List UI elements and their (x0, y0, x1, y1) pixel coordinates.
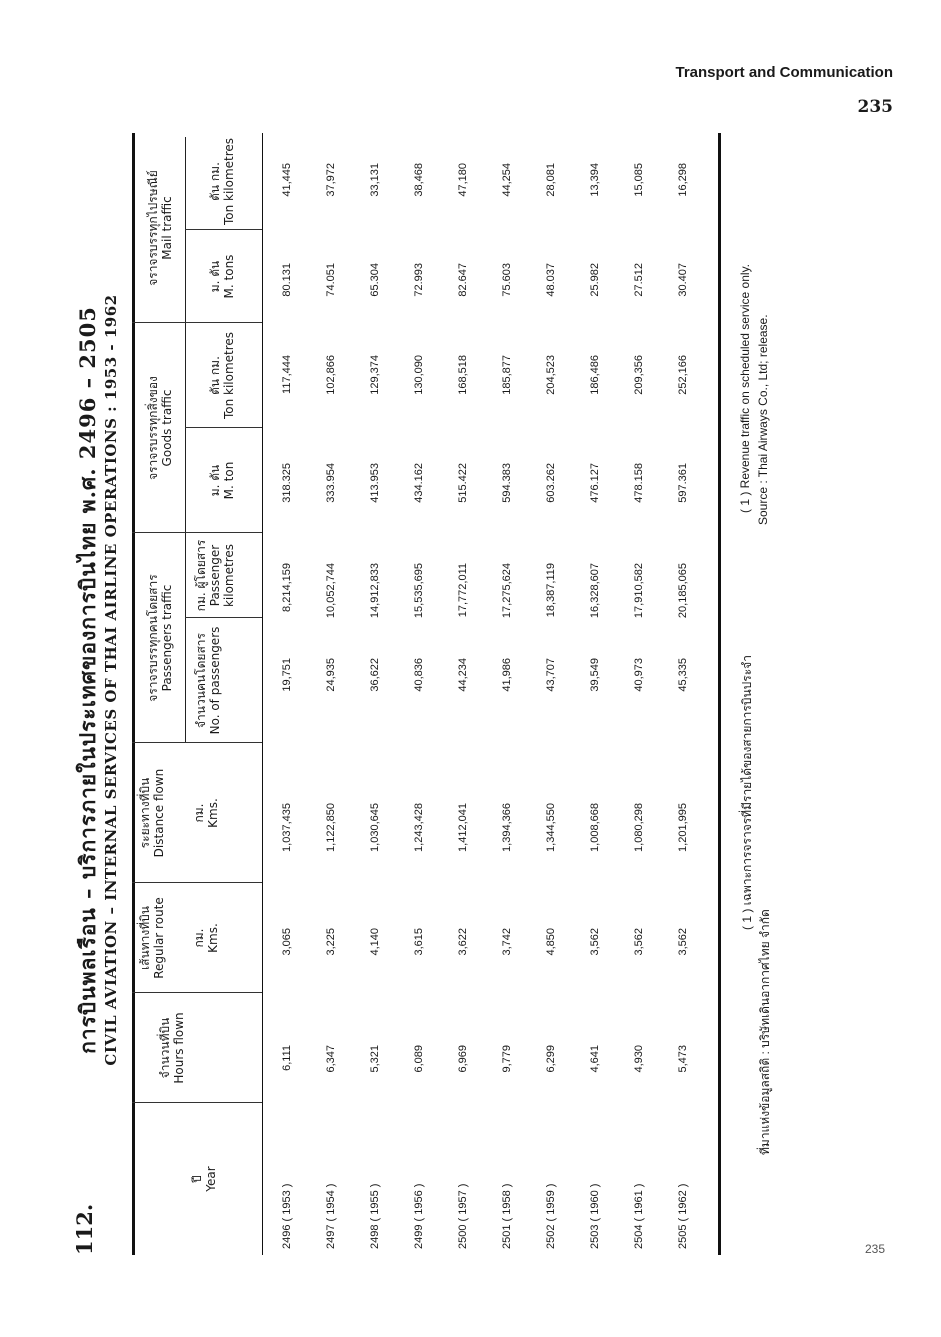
cell-route: 4,140 (369, 928, 381, 956)
table-row (490, 133, 530, 1255)
table-row (314, 133, 354, 1255)
cell-goods-ton-km: 168,518 (457, 355, 469, 395)
cell-year: 2499 ( 1956 ) (413, 1183, 425, 1249)
table-row (402, 133, 442, 1255)
source-thai: ที่มาแห่งข้อมูลสถิติ : บริษัทเดินอากาศไทย จำกัด (758, 909, 772, 1155)
table-body (270, 133, 710, 1255)
cell-passenger-km: 17,910,582 (633, 563, 645, 619)
cell-distance: 1,344,550 (545, 803, 557, 852)
cell-route: 3,562 (589, 928, 601, 956)
cell-hours: 6,089 (413, 1045, 425, 1073)
cell-distance: 1,037,435 (281, 803, 293, 852)
footnote-thai: ( 1 ) เฉพาะการจราจรที่มีรายได้ของสายการบินประจำ (740, 655, 754, 930)
header-group-rule (185, 137, 186, 743)
cell-goods-ton: 597.361 (677, 463, 689, 503)
cell-passenger-km: 16,328,607 (589, 563, 601, 619)
cell-passenger-km: 17,275,624 (501, 563, 513, 619)
cell-distance: 1,201,995 (677, 803, 689, 852)
table-title-english: CIVIL AVIATION – INTERNAL SERVICES OF THAI AIRLINE OPERATIONS : 1953 - 1962 (102, 294, 120, 1066)
cell-mail-ton-km: 38,468 (413, 163, 425, 197)
table-row (666, 133, 706, 1255)
cell-goods-ton-km: 252,166 (677, 355, 689, 395)
cell-goods-ton-km: 185,877 (501, 355, 513, 395)
header-mail: จราจรบรรทุกไปรษณีย์ Mail traffic (146, 170, 174, 286)
header-passengers: จราจรบรรทุกคนโดยสาร Passengers traffic (146, 574, 174, 702)
cell-mail-ton: 48.037 (545, 263, 557, 297)
header-mail-ton: ม. ตัน M. tons (208, 254, 236, 299)
cell-year: 2501 ( 1958 ) (501, 1183, 513, 1249)
footer-page-number: 235 (864, 1242, 885, 1256)
cell-mail-ton-km: 41,445 (281, 163, 293, 197)
cell-mail-ton-km: 15,085 (633, 163, 645, 197)
cell-passengers: 36,622 (369, 658, 381, 692)
header-goods-ton: ม. ตัน M. ton (208, 461, 236, 500)
cell-passenger-km: 20,185,065 (677, 563, 689, 619)
cell-distance: 1,030,645 (369, 803, 381, 852)
cell-mail-ton-km: 44,254 (501, 163, 513, 197)
cell-mail-ton-km: 33,131 (369, 163, 381, 197)
cell-goods-ton-km: 209,356 (633, 355, 645, 395)
cell-passengers: 40,836 (413, 658, 425, 692)
cell-hours: 4,930 (633, 1045, 645, 1073)
cell-distance: 1,122,850 (325, 803, 337, 852)
cell-route: 3,615 (413, 928, 425, 956)
cell-year: 2500 ( 1957 ) (457, 1183, 469, 1249)
cell-distance: 1,080,298 (633, 803, 645, 852)
cell-year: 2497 ( 1954 ) (325, 1183, 337, 1249)
cell-route: 3,065 (281, 928, 293, 956)
cell-passengers: 24,935 (325, 658, 337, 692)
cell-mail-ton: 30.407 (677, 263, 689, 297)
cell-mail-ton: 27.512 (633, 263, 645, 297)
cell-year: 2503 ( 1960 ) (589, 1183, 601, 1249)
cell-mail-ton: 82.647 (457, 263, 469, 297)
table-number: 112. (72, 1203, 97, 1255)
cell-goods-ton-km: 129,374 (369, 355, 381, 395)
cell-distance: 1,412,041 (457, 803, 469, 852)
cell-goods-ton: 478.158 (633, 463, 645, 503)
cell-route: 3,225 (325, 928, 337, 956)
table-title-thai: การบินพลเรือน – บริการภายในประเทศของการบินไทย พ.ศ. 2496 – 2505 (75, 306, 100, 1054)
cell-route: 4,850 (545, 928, 557, 956)
cell-hours: 9,779 (501, 1045, 513, 1073)
cell-route: 3,622 (457, 928, 469, 956)
cell-mail-ton: 72.993 (413, 263, 425, 297)
header-bottom-rule (262, 133, 263, 1255)
cell-passengers: 40,973 (633, 658, 645, 692)
cell-goods-ton-km: 186,486 (589, 355, 601, 395)
cell-goods-ton: 594.383 (501, 463, 513, 503)
cell-passenger-km: 17,772,011 (457, 563, 469, 618)
cell-mail-ton-km: 37,972 (325, 163, 337, 197)
header-goods-ton-km: ตัน กม. Ton kilometres (208, 331, 236, 420)
cell-hours: 5,321 (369, 1045, 381, 1073)
cell-passengers: 41,986 (501, 658, 513, 692)
header-year: ปี Year (190, 1166, 218, 1192)
header-passenger-km: กม. ผู้โดยสาร Passenger kilometres (194, 539, 236, 612)
cell-passengers: 43,707 (545, 658, 557, 692)
rotated-table-sheet (70, 105, 870, 1255)
header-passengers-count: จำนวนคนโดยสาร No. of passengers (194, 626, 222, 735)
cell-route: 3,562 (633, 928, 645, 956)
cell-distance: 1,008,668 (589, 803, 601, 852)
cell-year: 2498 ( 1955 ) (369, 1183, 381, 1249)
cell-goods-ton: 333.954 (325, 463, 337, 503)
cell-passenger-km: 8,214,159 (281, 563, 293, 612)
footnote-english: ( 1 ) Revenue traffic on scheduled service only. (738, 263, 752, 513)
cell-passengers: 39,549 (589, 658, 601, 692)
cell-hours: 6,347 (325, 1045, 337, 1073)
cell-passengers: 44,234 (457, 658, 469, 692)
cell-goods-ton-km: 130,090 (413, 355, 425, 395)
cell-mail-ton-km: 13,394 (589, 163, 601, 197)
cell-mail-ton: 25.982 (589, 263, 601, 297)
cell-mail-ton-km: 28,081 (545, 163, 557, 197)
cell-mail-ton-km: 47,180 (457, 163, 469, 197)
cell-year: 2505 ( 1962 ) (677, 1183, 689, 1249)
cell-mail-ton: 80.131 (281, 263, 293, 297)
cell-goods-ton: 318.325 (281, 463, 293, 503)
cell-passengers: 45,335 (677, 658, 689, 692)
cell-passengers: 19,751 (281, 658, 293, 692)
table-row (358, 133, 398, 1255)
cell-distance: 1,243,428 (413, 803, 425, 852)
header-goods: จราจรบรรทุกสิ่งของ Goods traffic (146, 376, 174, 480)
source-english: Source : Thai Airways Co., Ltd; release. (756, 314, 770, 525)
cell-mail-ton: 75.603 (501, 263, 513, 297)
cell-goods-ton: 434.162 (413, 463, 425, 503)
cell-route: 3,742 (501, 928, 513, 956)
cell-route: 3,562 (677, 928, 689, 956)
header-route: เส้นทางที่บิน Regular route กม. Kms. (138, 897, 220, 979)
cell-goods-ton-km: 117,444 (281, 355, 293, 394)
table-row (446, 133, 486, 1255)
cell-goods-ton-km: 204,523 (545, 355, 557, 395)
cell-mail-ton: 74.051 (325, 263, 337, 297)
cell-goods-ton: 603.262 (545, 463, 557, 503)
header-distance: ระยะทางที่บิน Distance flown กม. Kms. (138, 768, 220, 858)
cell-passenger-km: 14,912,833 (369, 563, 381, 619)
table-row (534, 133, 574, 1255)
cell-year: 2496 ( 1953 ) (281, 1183, 293, 1249)
page-number: 235 (857, 97, 893, 117)
cell-mail-ton: 65.304 (369, 263, 381, 297)
cell-passenger-km: 10,052,744 (325, 563, 337, 619)
cell-hours: 4,641 (589, 1045, 601, 1073)
table-row (270, 133, 310, 1255)
cell-hours: 6,111 (281, 1045, 293, 1071)
cell-distance: 1,394,366 (501, 803, 513, 852)
table-row (622, 133, 662, 1255)
cell-passenger-km: 15,535,695 (413, 563, 425, 619)
cell-mail-ton-km: 16,298 (677, 163, 689, 197)
table-row (578, 133, 618, 1255)
cell-hours: 6,299 (545, 1045, 557, 1073)
table-bottom-rule (718, 133, 721, 1255)
page-header-title: Transport and Communication (675, 64, 893, 81)
cell-passenger-km: 18,387,119 (545, 563, 557, 618)
header-hours: จำนวนที่บิน Hours flown (158, 1012, 186, 1084)
cell-goods-ton: 413.953 (369, 463, 381, 503)
cell-year: 2504 ( 1961 ) (633, 1183, 645, 1249)
cell-hours: 5,473 (677, 1045, 689, 1073)
table-top-rule (132, 133, 135, 1255)
cell-year: 2502 ( 1959 ) (545, 1183, 557, 1249)
cell-goods-ton-km: 102,866 (325, 355, 337, 395)
cell-goods-ton: 515.422 (457, 463, 469, 503)
cell-goods-ton: 476.127 (589, 463, 601, 503)
cell-hours: 6,969 (457, 1045, 469, 1073)
header-mail-ton-km: ตัน กม. Ton kilometres (208, 137, 236, 226)
